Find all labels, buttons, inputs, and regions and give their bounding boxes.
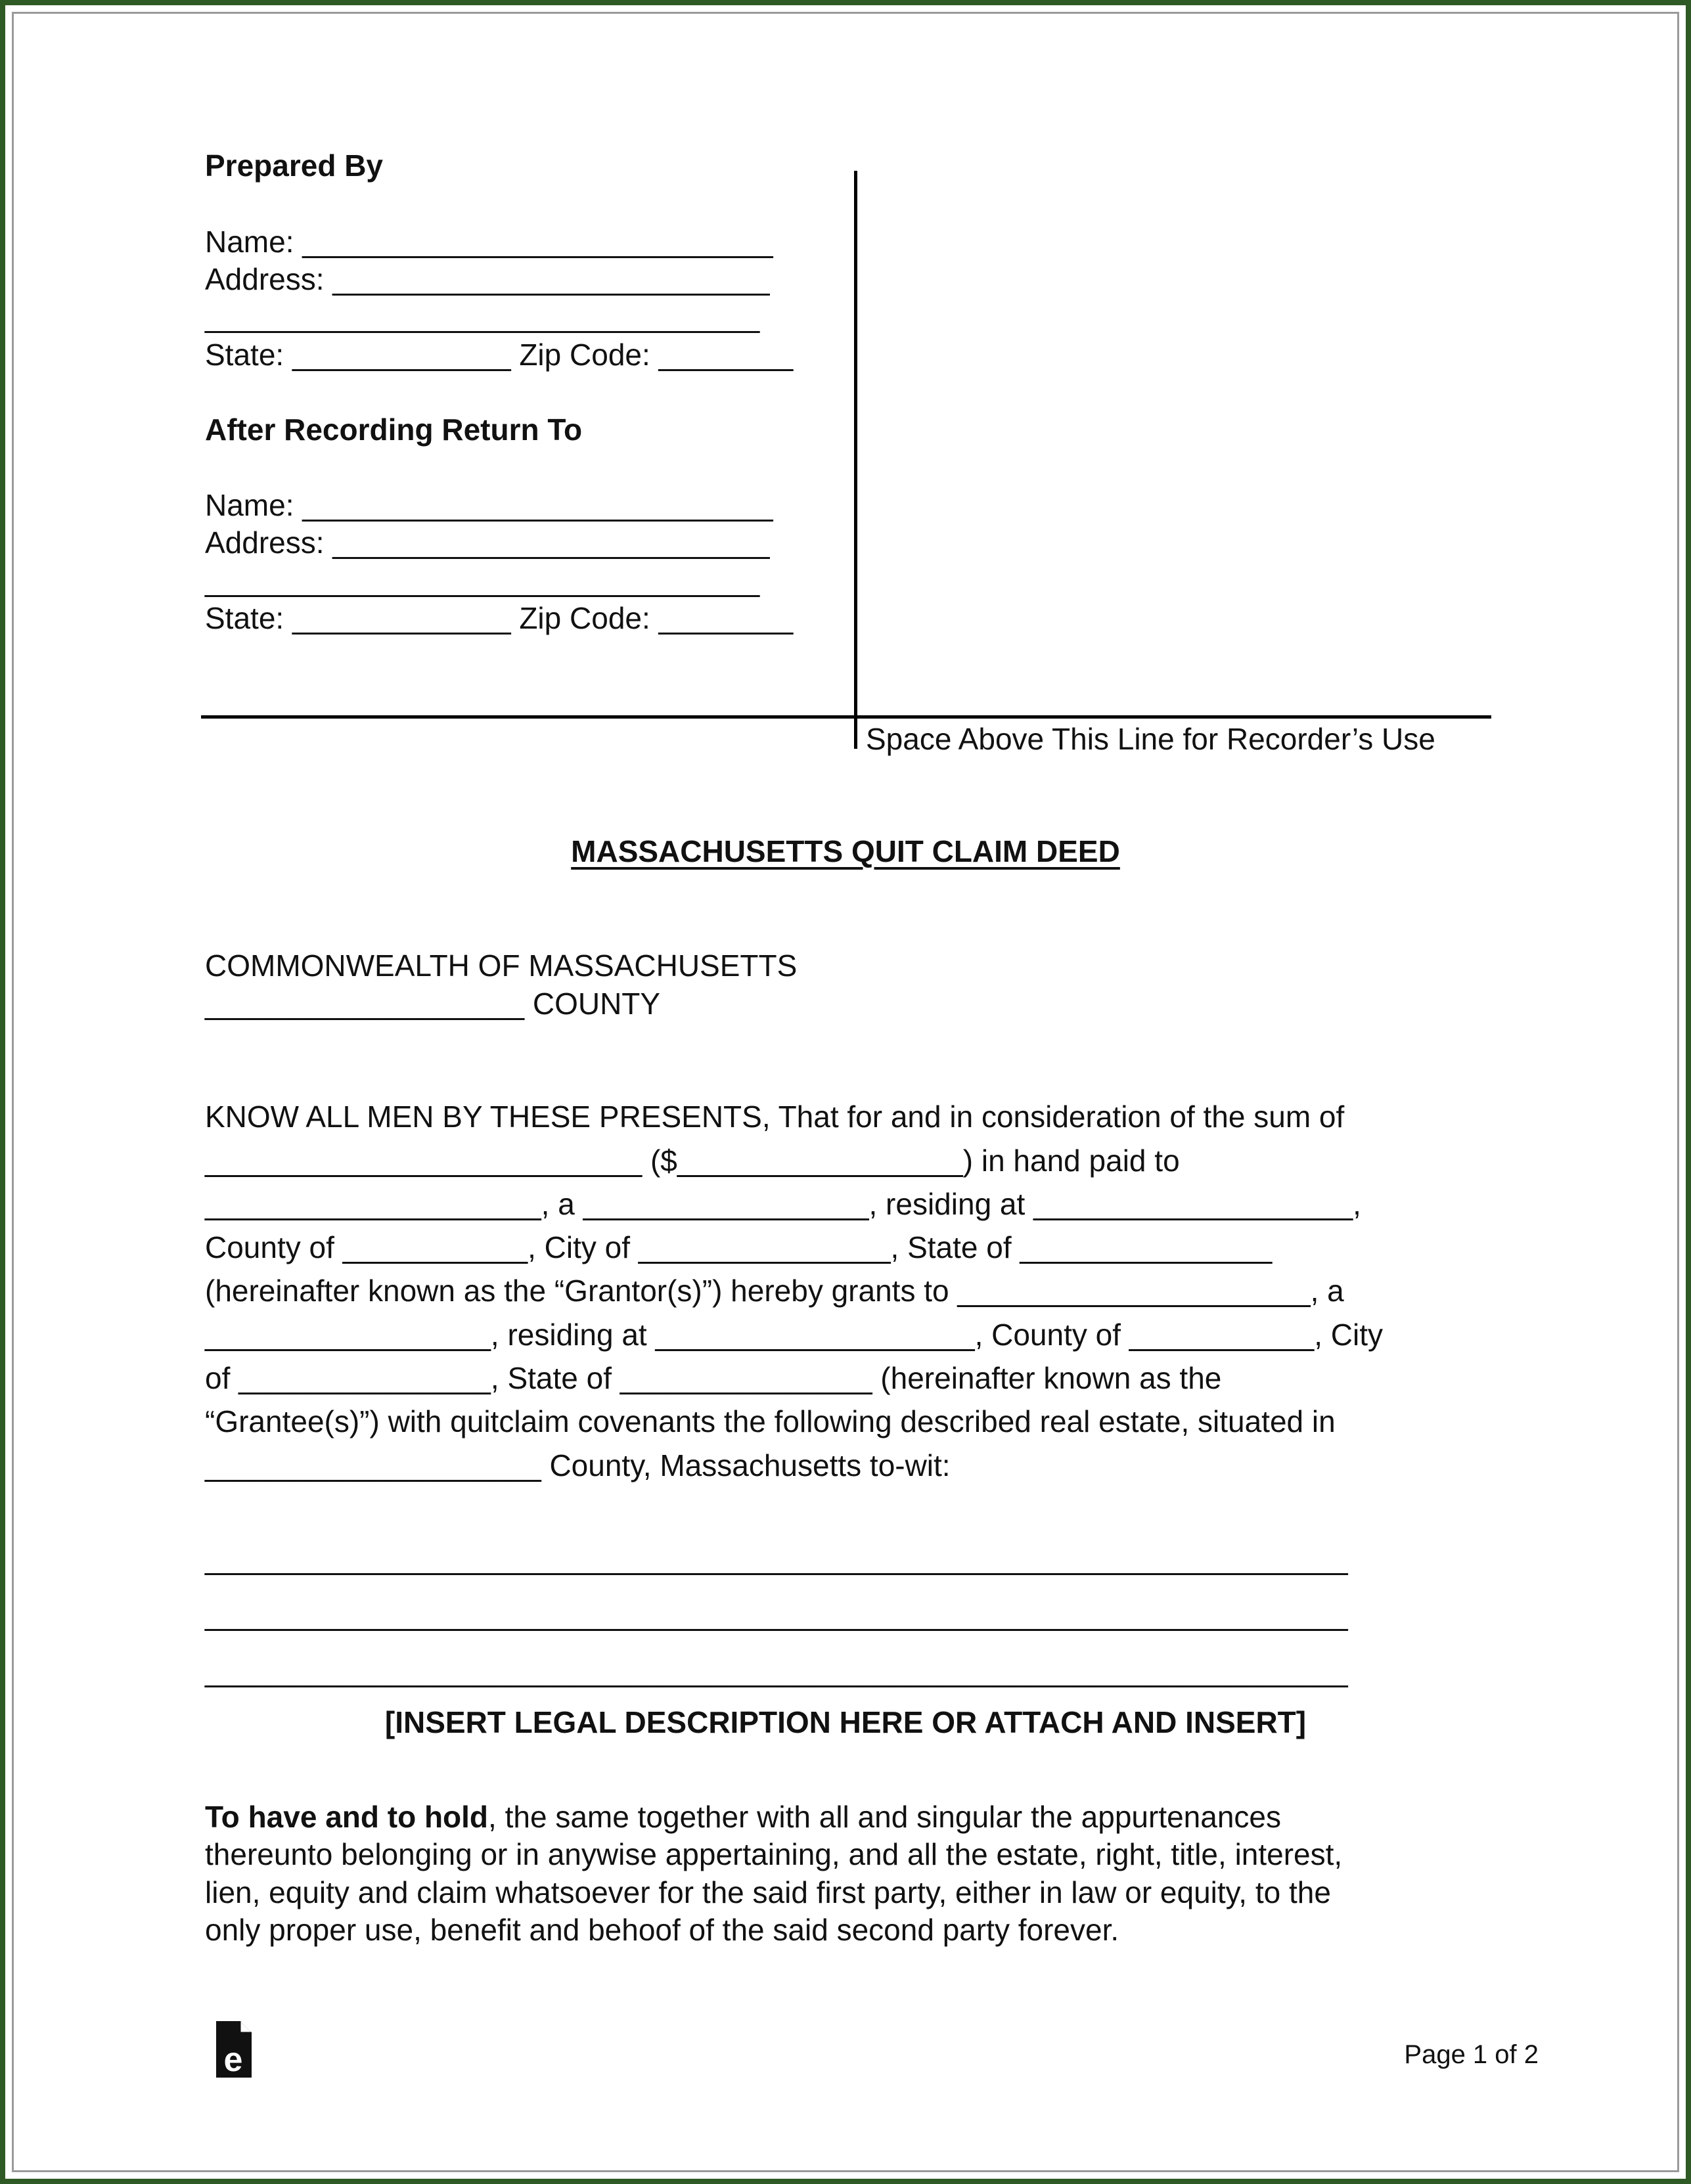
recorder-use-note: Space Above This Line for Recorder’s Use [866, 722, 1435, 756]
habendum-line-2: thereunto belonging or in anywise appertaining, and all the estate, right, title, interest, [205, 1837, 1343, 1871]
prepared-by-address-line2: _________________________________ [205, 300, 760, 334]
body-line: (hereinafter known as the “Grantor(s)”) hereby grants to _____________________, a [205, 1274, 1344, 1308]
return-to-address-line2: _________________________________ [205, 564, 760, 598]
body-line: _________________, residing at ___________________, County of ___________, City [205, 1318, 1383, 1352]
page-number: Page 1 of 2 [1404, 2040, 1539, 2069]
recorder-vertical-divider [854, 171, 857, 749]
return-to-name-field: Name: ____________________________ [205, 488, 773, 522]
county-line: ___________________ COUNTY [205, 987, 661, 1021]
habendum-line-1 [205, 1798, 1281, 1835]
description-blank-line: ____________________________________________________________________ [205, 1542, 1348, 1576]
habendum-line-4: only proper use, benefit and behoof of the said second party forever. [205, 1913, 1119, 1947]
document-title: MASSACHUSETTS QUIT CLAIM DEED [571, 834, 1120, 868]
prepared-by-name-field: Name: ____________________________ [205, 225, 773, 259]
description-blank-line: ____________________________________________________________________ [205, 1597, 1348, 1632]
legal-description-placeholder: [INSERT LEGAL DESCRIPTION HERE OR ATTACH AND INSERT] [384, 1705, 1307, 1739]
prepared-by-state-zip: State: _____________ Zip Code: ________ [205, 338, 794, 372]
svg-text:e: e [223, 2041, 243, 2079]
body-line: of _______________, State of _______________ (hereinafter known as the [205, 1361, 1222, 1395]
body-line: ____________________, a _________________, residing at ___________________, [205, 1187, 1361, 1221]
recorder-horizontal-divider [201, 715, 1491, 719]
body-line: “Grantee(s)”) with quitclaim covenants the following described real estate, situated in [205, 1404, 1336, 1438]
habendum-line-1-rest: , the same together with all and singular the appurtenances [488, 1800, 1282, 1834]
habendum-line-3: lien, equity and claim whatsoever for the said first party, either in law or equity, to the [205, 1875, 1331, 1909]
commonwealth-line: COMMONWEALTH OF MASSACHUSETTS [205, 948, 798, 983]
return-to-state-zip: State: _____________ Zip Code: ________ [205, 601, 794, 635]
return-to-address-field: Address: __________________________ [205, 525, 770, 560]
prepared-by-heading: Prepared By [205, 148, 384, 183]
body-line: __________________________ ($_________________) in hand paid to [205, 1144, 1180, 1178]
document-e-icon [214, 2020, 253, 2079]
return-to-heading: After Recording Return To [205, 412, 583, 447]
prepared-by-address-field: Address: __________________________ [205, 262, 770, 296]
body-line: KNOW ALL MEN BY THESE PRESENTS, That for and in consideration of the sum of [205, 1100, 1345, 1134]
habendum-lead: To have and to hold [205, 1800, 489, 1834]
body-line: ____________________ County, Massachusetts to-wit: [205, 1448, 951, 1482]
description-blank-line: ____________________________________________________________________ [205, 1654, 1348, 1688]
body-line: County of ___________, City of _______________, State of _______________ [205, 1230, 1273, 1264]
